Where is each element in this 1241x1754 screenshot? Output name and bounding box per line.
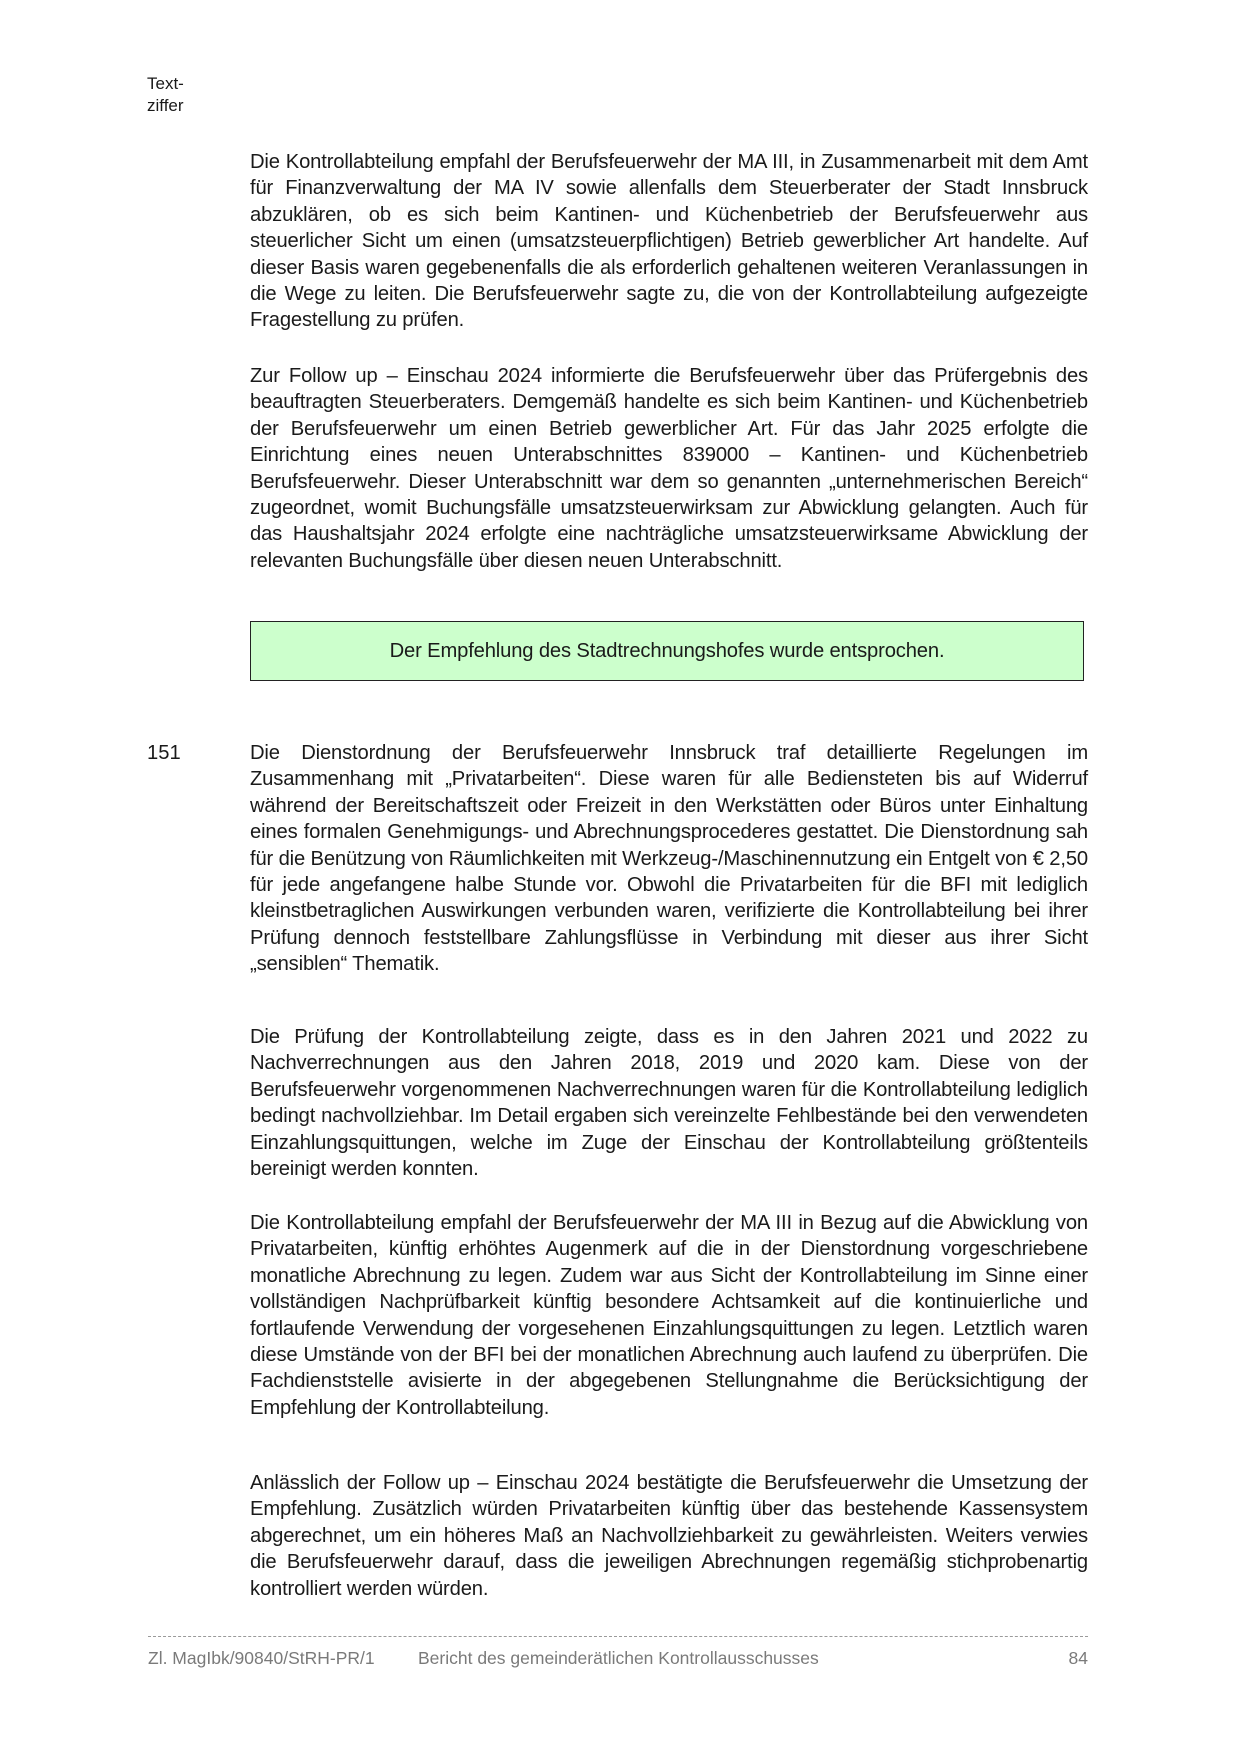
section-151-paragraph-4 xyxy=(250,1470,1088,1602)
footer-title: Bericht des gemeinderätlichen Kontrollausschusses xyxy=(418,1648,819,1668)
footer-reference: Zl. MagIbk/90840/StRH-PR/1 xyxy=(148,1648,375,1668)
page-number: 84 xyxy=(1068,1648,1088,1668)
section-151-paragraph-2 xyxy=(250,1024,1088,1182)
section-151-paragraph-1 xyxy=(250,740,1088,978)
paragraph: Die Prüfung der Kontrollabteilung zeigte, dass es in den Jahren 2021 und 2022 zu Nachverrechnungen aus den Jahren 2018, 2019 und 2020 kam. Diese von der Berufsfeuerwehr vorgenommenen Nachverrechnungen waren für die Kontrollabteilung lediglich bedingt nachvollziehbar. Im Detail ergaben sich vereinzelte Fehlbestände bei den verwendeten Einzahlungsquittungen, welche im Zuge der Einschau der Kontrollabteilung größtenteils bereinigt werden konnten. xyxy=(250,1026,1088,1181)
paragraph: Die Kontrollabteilung empfahl der Berufsfeuerwehr der MA III in Bezug auf die Abwicklung von Privatarbeiten, künftig erhöhtes Augenmerk auf die in der Dienstordnung vorgeschriebene monatliche Abrechnung zu legen. Zudem war aus Sicht der Kontrollabteilung im Sinne einer vollständigen Nachprüfbarkeit künftig besondere Achtsamkeit auf die kontinuierliche und fortlaufende Verwendung der vorgesehenen Einzahlungsquittungen zu legen. Letztlich waren diese Umstände von der BFI bei der monatlichen Abrechnung auch laufend zu überprüfen. Die Fachdienststelle avisierte in der abgegebenen Stellungnahme die Berücksichtigung der Empfehlung der Kontrollabteilung. xyxy=(250,1212,1088,1419)
margin-label-line-2: ziffer xyxy=(147,96,184,115)
paragraph: Die Kontrollabteilung empfahl der Berufsfeuerwehr der MA III, in Zusammenarbeit mit dem Amt für Finanzverwaltung der MA IV sowie allenfalls dem Steuerberater der Stadt Innsbruck abzuklären, ob es sich beim Kantinen- und Küchenbetrieb der Berufsfeuerwehr aus steuerlicher Sicht um einen (umsatzsteuerpflichtigen) Betrieb gewerblicher Art handelte. Auf dieser Basis waren gegebenenfalls die als erforderlich gehaltenen weiteren Veranlassungen in die Wege zu leiten. Die Berufsfeuerwehr sagte zu, die von der Kontrollabteilung aufgezeigte Fragestellung zu prüfen. xyxy=(250,151,1088,332)
verdict-box xyxy=(250,621,1084,681)
section-recommendation-kantine xyxy=(250,149,1088,334)
section-151-paragraph-3 xyxy=(250,1210,1088,1421)
margin-label-line-1: Text- xyxy=(147,74,184,93)
verdict-text: Der Empfehlung des Stadtrechnungshofes wurde entsprochen. xyxy=(389,639,945,662)
paragraph: Anlässlich der Follow up – Einschau 2024 bestätigte die Berufsfeuerwehr die Umsetzung der Empfehlung. Zusätzlich würden Privatarbeiten künftig über das bestehende Kassensystem abgerechnet, um ein höheres Maß an Nachvollziehbarkeit zu gewährleisten. Weiters verwies die Berufsfeuerwehr darauf, dass die jeweiligen Abrechnungen regemäßig stichprobenartig kontrolliert werden würden. xyxy=(250,1472,1088,1600)
textziffer-column-label xyxy=(147,73,184,117)
footer-divider xyxy=(148,1636,1088,1637)
paragraph: Zur Follow up – Einschau 2024 informierte die Berufsfeuerwehr über das Prüfergebnis des beauftragten Steuerberaters. Demgemäß handelte es sich beim Kantinen- und Küchenbetrieb der Berufsfeuerwehr um einen Betrieb gewerblicher Art. Für das Jahr 2025 erfolgte die Einrichtung eines neuen Unterabschnittes 839000 – Kantinen- und Küchenbetrieb Berufsfeuerwehr. Dieser Unterabschnitt war dem so genannten „unternehmerischen Bereich“ zugeordnet, womit Buchungsfälle umsatzsteuerwirksam zur Abwicklung gelangten. Auch für das Haushaltsjahr 2024 erfolgte eine nachträgliche umsatzsteuerwirksame Abwicklung der relevanten Buchungsfälle über diesen neuen Unterabschnitt. xyxy=(250,365,1088,572)
paragraph: Die Dienstordnung der Berufsfeuerwehr Innsbruck traf detaillierte Regelungen im Zusammenhang mit „Privatarbeiten“. Diese waren für alle Bediensteten bis auf Widerruf während der Bereitschaftszeit oder Freizeit in den Werkstätten oder Büros unter Einhaltung eines formalen Genehmigungs- und Abrechnungsprocederes gestattet. Die Dienstordnung sah für die Benützung von Räumlichkeiten mit Werkzeug-/Maschinennutzung ein Entgelt von € 2,50 für jede angefangene halbe Stunde vor. Obwohl die Privatarbeiten für die BFI mit lediglich kleinstbetraglichen Auswirkungen verbunden waren, verifizierte die Kontrollabteilung bei ihrer Prüfung dennoch feststellbare Zahlungsflüsse in Verbindung mit dieser aus ihrer Sicht „sensiblen“ Thematik. xyxy=(250,742,1088,976)
section-follow-up-kantine xyxy=(250,363,1088,574)
page-footer xyxy=(148,1648,1088,1669)
textziffer-number: 151 xyxy=(147,742,181,764)
